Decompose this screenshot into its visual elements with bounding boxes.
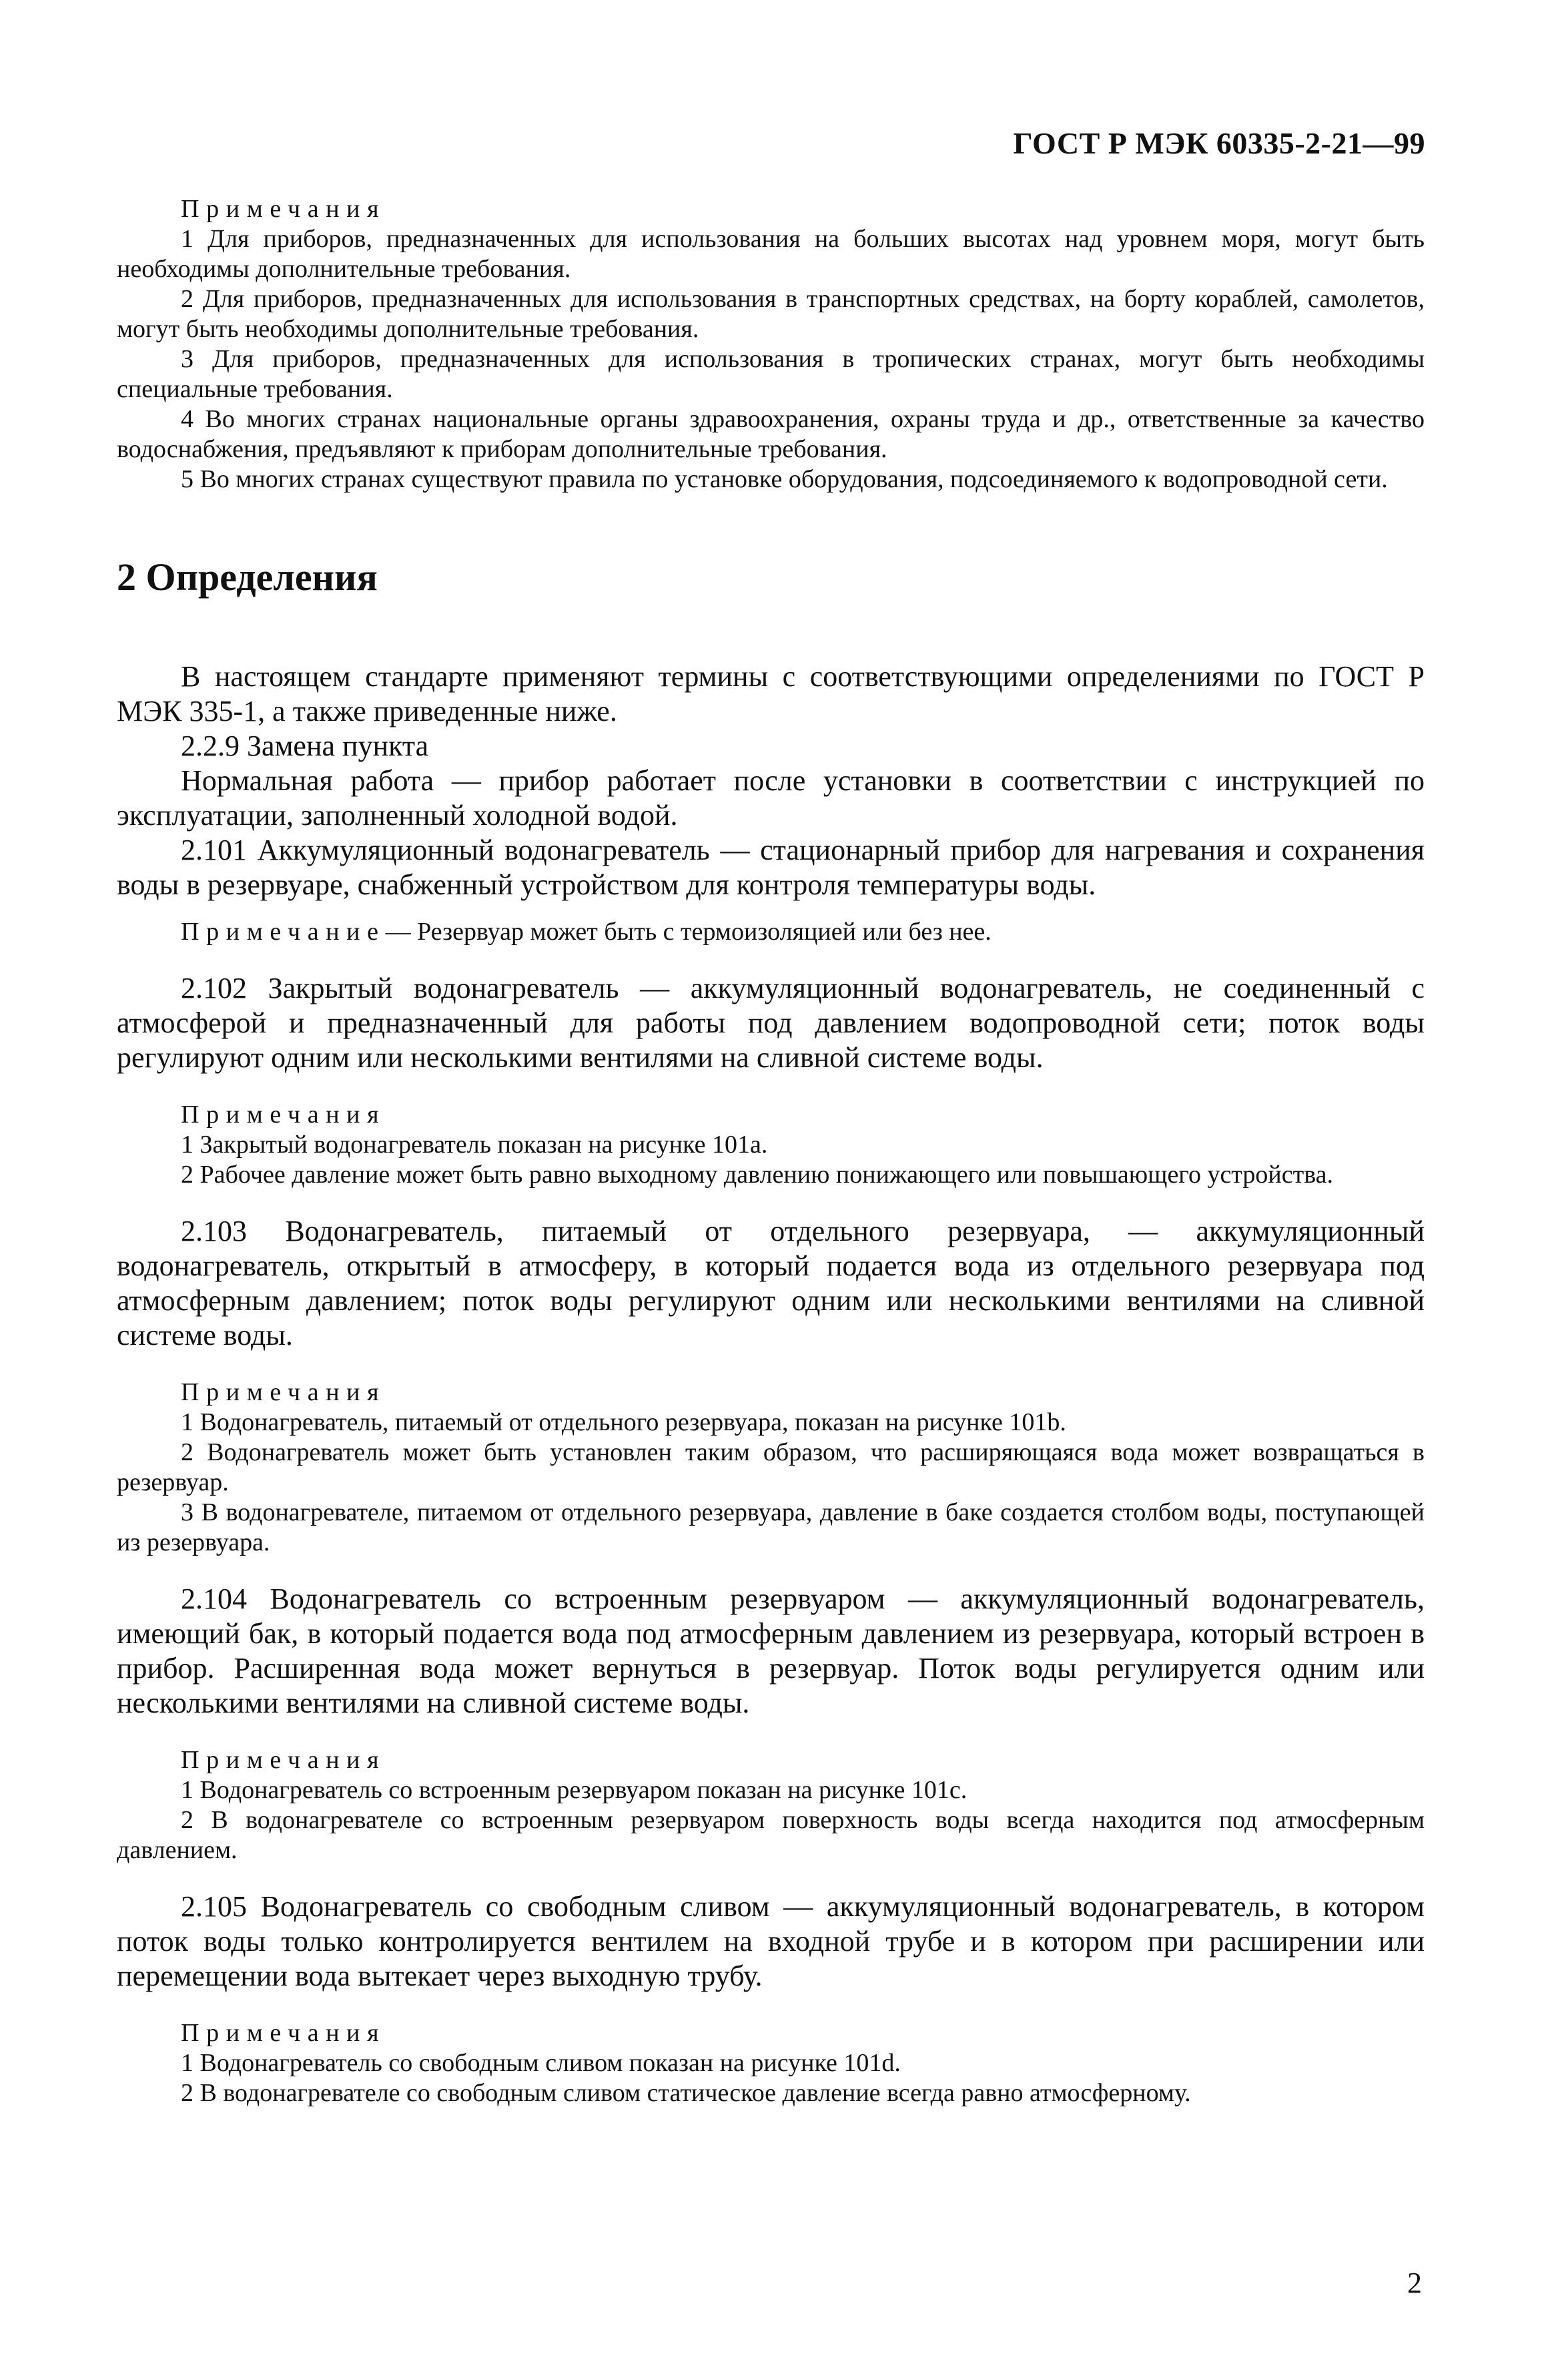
clause-2-103: 2.103 Водонагреватель, питаемый от отдельного резервуара, — аккумуляционный водонагреватель, открытый в атмосферу, в который подается вода из отдельного резервуара под атмосферным давлением; поток воды регулируют одним или несколькими вентилями на сливной системе воды. <box>117 1215 1425 1352</box>
document-header: ГОСТ Р МЭК 60335-2-21—99 <box>1013 126 1425 160</box>
notes-heading: Примечания <box>181 1101 386 1129</box>
clause-2-104: 2.104 Водонагреватель со встроенным резервуаром — аккумуляционный водонагреватель, имеющий бак, в который подается вода под атмосферным давлением из резервуара, который встроен в прибор. Расширенная вода может вернуться в резервуар. Поток воды регулируется одним или несколькими вентилями на сливной системе воды. <box>117 1582 1425 1719</box>
note-item: 2 Водонагреватель может быть установлен таким образом, что расширяющаяся вода может возвращаться в резервуар. <box>117 1438 1425 1496</box>
clause-2-105: 2.105 Водонагреватель со свободным сливом — аккумуляционный водонагреватель, в котором поток воды только контролируется вентилем на входной трубе и в котором при расширении или перемещении вода вытекает через выходную трубу. <box>117 1890 1425 1992</box>
note-item: 2 В водонагревателе со свободным сливом статическое давление всегда равно атмосферному. <box>181 2079 1191 2107</box>
page-content <box>117 194 1425 2108</box>
single-note <box>117 917 1425 947</box>
page-number: 2 <box>1407 2267 1422 2299</box>
notes-heading: Примечания <box>181 195 386 223</box>
section-title: 2 Определения <box>117 555 378 599</box>
notes-heading: Примечания <box>181 1746 386 1774</box>
note-item: 2 Рабочее давление может быть равно выходному давлению понижающего или повышающего устройства. <box>181 1161 1333 1189</box>
notes-heading: Примечания <box>181 2019 386 2047</box>
note-item: 2 В водонагревателе со встроенным резервуаром поверхность воды всегда находится под атмосферным давлением. <box>117 1806 1425 1864</box>
note-item: 3 В водонагревателе, питаемом от отдельного резервуара, давление в баке создается столбом воды, поступающей из резервуара. <box>117 1498 1425 1556</box>
clause-title: 2.2.9 Замена пункта <box>181 729 429 762</box>
note-item: 1 Водонагреватель со свободным сливом показан на рисунке 101d. <box>181 2049 901 2077</box>
note-item: 1 Водонагреватель со встроенным резервуаром показан на рисунке 101с. <box>181 1776 968 1804</box>
note-label: Примечание <box>181 918 386 946</box>
note-text: — Резервуар может быть с термоизоляцией или без нее. <box>385 918 992 946</box>
note-item: 3 Для приборов, предназначенных для использования в тропических странах, могут быть необходимы специальные требования. <box>117 345 1425 403</box>
intro-paragraph: В настоящем стандарте применяют термины с соответствующими определениями по ГОСТ Р МЭК 335-1, а также приведенные ниже. <box>117 660 1425 727</box>
clause-2-102: 2.102 Закрытый водонагреватель — аккумуляционный водонагреватель, не соединенный с атмосферой и предназначенный для работы под давлением водопроводной сети; поток воды регулируют одним или несколькими вентилями на сливной системе воды. <box>117 972 1425 1074</box>
notes-heading: Примечания <box>181 1378 386 1406</box>
clause-text: Нормальная работа — прибор работает после установки в соответствии с инструкцией по эксплуатации, заполненный холодной водой. <box>117 764 1425 832</box>
note-item: 1 Закрытый водонагреватель показан на рисунке 101а. <box>181 1131 768 1159</box>
note-item: 1 Для приборов, предназначенных для использования на больших высотах над уровнем моря, могут быть необходимы дополнительные требования. <box>117 225 1425 283</box>
note-item: 4 Во многих странах национальные органы здравоохранения, охраны труда и др., ответственные за качество водоснабжения, предъявляют к приборам дополнительные требования. <box>117 405 1425 463</box>
clause-2-101: 2.101 Аккумуляционный водонагреватель — стационарный прибор для нагревания и сохранения воды в резервуаре, снабженный устройством для контроля температуры воды. <box>117 834 1425 901</box>
note-item: 1 Водонагреватель, питаемый от отдельного резервуара, показан на рисунке 101b. <box>181 1408 1066 1436</box>
note-item: 5 Во многих странах существуют правила по установке оборудования, подсоединяемого к водопроводной сети. <box>181 465 1388 493</box>
note-item: 2 Для приборов, предназначенных для использования в транспортных средствах, на борту кораблей, самолетов, могут быть необходимы дополнительные требования. <box>117 285 1425 343</box>
